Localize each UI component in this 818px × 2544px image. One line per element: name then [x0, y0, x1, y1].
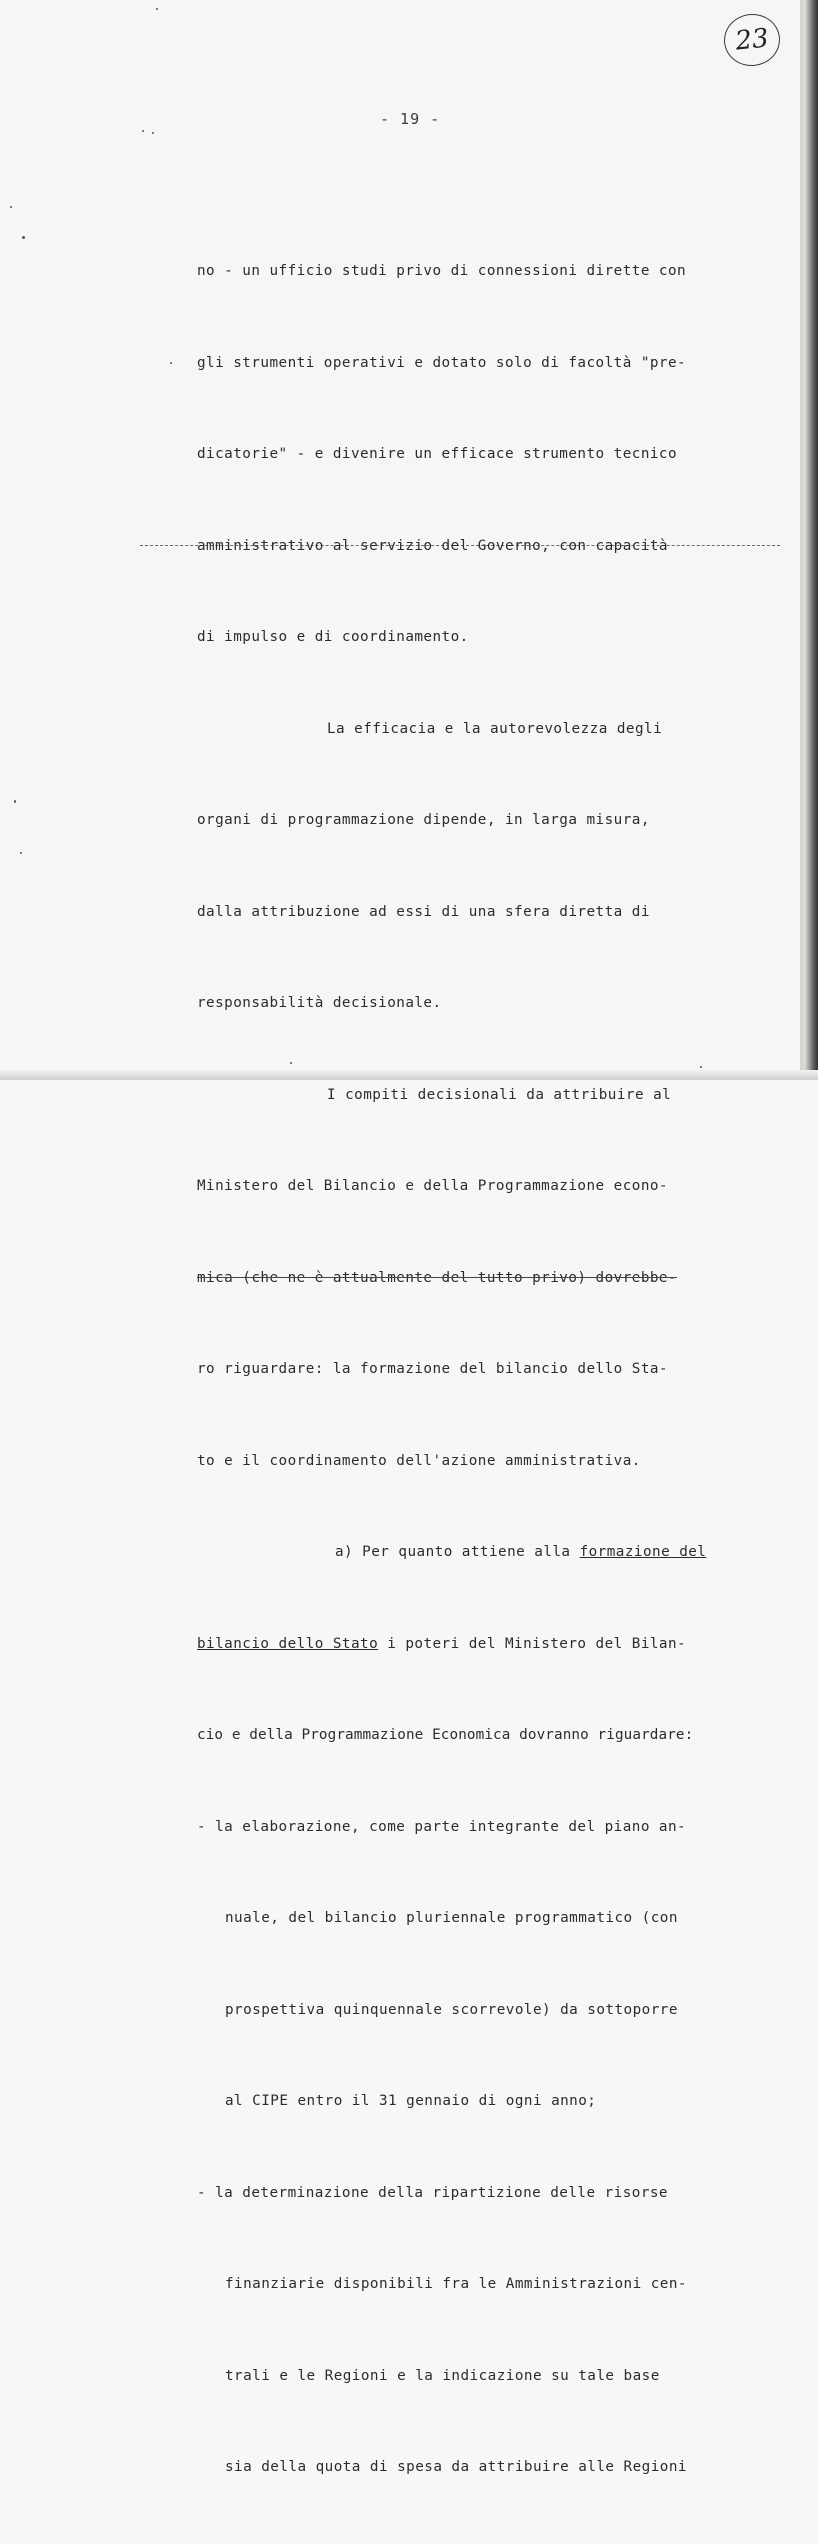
scan-speck — [170, 362, 172, 364]
text-line: bilancio dello Stato i poteri del Ministero del Bilan- — [197, 1635, 687, 1652]
text-line: dalla attribuzione ad essi di una sfera diretta di — [197, 903, 650, 920]
scan-speck — [10, 206, 12, 208]
text-line: Ministero del Bilancio e della Programmazione econo- — [197, 1178, 668, 1194]
scan-speck — [22, 236, 25, 239]
scan-speck — [152, 132, 154, 134]
scan-speck — [156, 8, 158, 10]
text-line: gli strumenti operativi e dotato solo di facoltà "pre- — [197, 354, 687, 371]
text-line: finanziarie disponibili fra le Amministrazioni cen- — [225, 2276, 687, 2292]
text-line: ro riguardare: la formazione del bilancio dello Sta- — [197, 1361, 668, 1377]
underlined-phrase: bilancio dello Stato — [197, 1635, 379, 1652]
text-line: nuale, del bilancio pluriennale programmatico (con — [225, 1910, 678, 1926]
text-line: amministrativo al servizio del Governo, con capacità — [197, 537, 668, 554]
text-line: prospettiva quinquennale scorrevole) da sottoporre — [225, 2001, 678, 2018]
text-line: - la determinazione della ripartizione delle risorse — [197, 2184, 668, 2201]
text-line: to e il coordinamento dell'azione amministrativa. — [197, 1452, 641, 1469]
text-line: a) Per quanto attiene alla formazione del — [335, 1544, 707, 1560]
page-mark-text: 23 — [733, 23, 771, 57]
scan-speck — [14, 800, 16, 803]
text-line: trali e le Regioni e la indicazione su tale base — [225, 2367, 660, 2384]
scan-speck — [20, 852, 22, 854]
text-line: no - un ufficio studi privo di connessioni dirette con — [197, 263, 687, 279]
text-line: responsabilità decisionale. — [197, 995, 442, 1011]
text-line: di impulso e di coordinamento. — [197, 629, 469, 645]
text-line: sia della quota di spesa da attribuire alle Regioni — [225, 2459, 687, 2475]
page-number: - 19 - — [380, 110, 441, 128]
scan-edge-shadow — [804, 0, 818, 1080]
text-line: organi di programmazione dipende, in larga misura, — [197, 812, 650, 828]
text-line: - la elaborazione, come parte integrante del piano an- — [197, 1818, 687, 1835]
handwritten-page-mark — [721, 11, 782, 69]
scan-speck — [142, 130, 144, 132]
text-line: dicatorie" - e divenire un efficace strumento tecnico — [197, 446, 678, 462]
text-line: al CIPE entro il 31 gennaio di ogni anno; — [225, 2093, 597, 2109]
text-line-struck: mica (che ne è attualmente del tutto privo) dovrebbe- — [197, 1269, 678, 1286]
text-line: I compiti decisionali da attribuire al — [327, 1086, 672, 1103]
underlined-phrase: formazione del — [579, 1544, 707, 1560]
text-line: cio e della Programmazione Economica dovranno riguardare: — [197, 1727, 694, 1743]
body-text — [197, 195, 762, 2544]
text-line: La efficacia e la autorevolezza degli — [327, 720, 663, 737]
